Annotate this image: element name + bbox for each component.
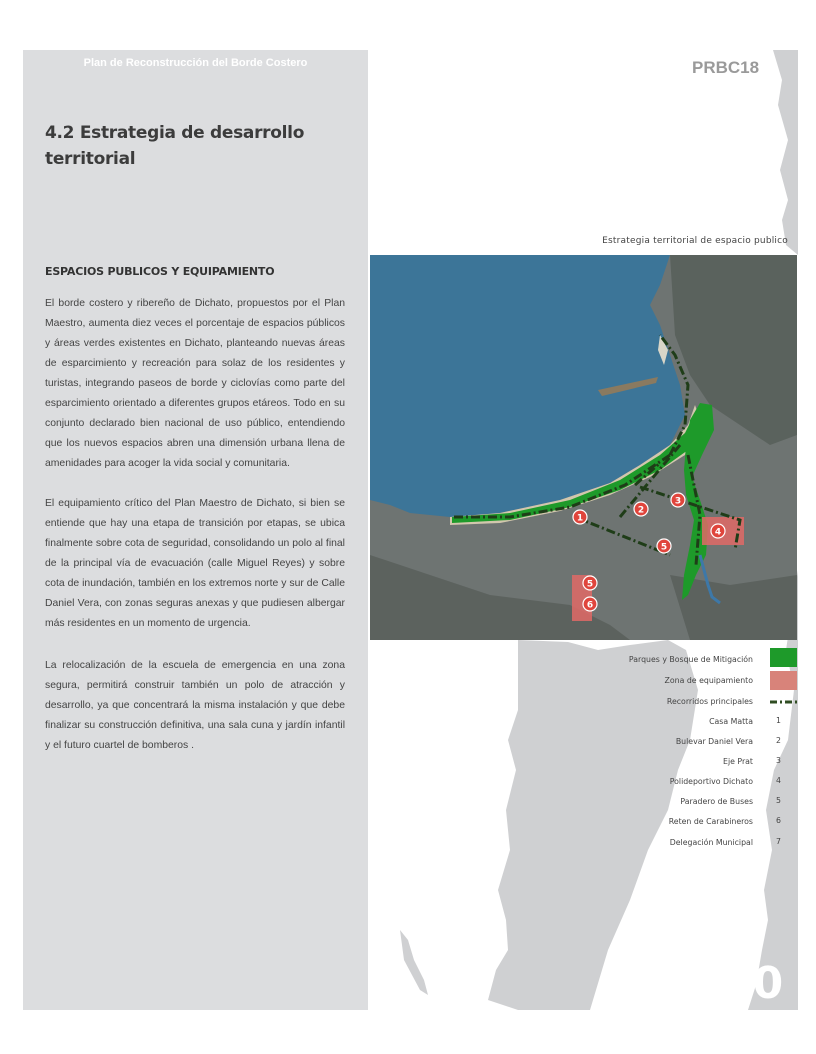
swatch-main-routes [770, 697, 798, 707]
document-header: Plan de Reconstrucción del Borde Costero [83, 57, 308, 69]
marker-2 [634, 502, 648, 516]
swatch-parks [770, 648, 797, 667]
page-number: 20 [722, 958, 784, 1009]
legend-num-7: 7 [776, 837, 781, 846]
marker-6 [583, 597, 597, 611]
section-title: 4.2 Estrategia de desarrollo territorial [45, 123, 305, 169]
marker-3 [671, 493, 685, 507]
territorial-strategy-map [370, 255, 797, 640]
svg-text:5: 5 [660, 542, 668, 553]
svg-text:3: 3 [674, 496, 682, 507]
paragraph-critical-equipment: El equipamiento crítico del Plan Maestro de Dichato, si bien se entiende que hay una etapa de transición por etapas, se ubica finalmente sobre cota de seguridad, consolidando un polo al final de la principal vía de evacuación (calle Miguel Reyes) y sobre cota de inundación, también en los extremos norte y sur de Calle Daniel Vera, con zonas seguras anexas y que pudiesen albergar más residentes en un momento de urgencia. [45, 498, 345, 629]
legend-num-4: 4 [776, 776, 781, 785]
svg-text:4: 4 [714, 527, 722, 538]
document-code: PRBC18 [692, 58, 760, 77]
legend-num-3: 3 [776, 756, 781, 765]
legend-item-5: Paradero de Buses [680, 797, 753, 806]
legend-num-5: 5 [776, 796, 781, 805]
legend-item-7: Delegación Municipal [669, 838, 753, 847]
map-caption: Estrategia territorial de espacio publico [602, 236, 788, 246]
subsection-title: ESPACIOS PUBLICOS Y EQUIPAMIENTO [45, 265, 275, 278]
legend-item-3: Eje Prat [723, 757, 753, 766]
legend-item-6: Reten de Carabineros [668, 817, 753, 826]
svg-text:5: 5 [586, 579, 594, 590]
legend-num-2: 2 [776, 736, 781, 745]
legend-item-2: Bulevar Daniel Vera [675, 737, 753, 746]
legend-parks: Parques y Bosque de Mitigación [628, 655, 753, 664]
legend-num-6: 6 [776, 816, 781, 825]
svg-text:2: 2 [637, 505, 645, 516]
legend-main-routes: Recorridos principales [666, 697, 753, 706]
legend-item-4: Polideportivo Dichato [669, 777, 753, 786]
marker-5-south [583, 576, 597, 590]
marker-5 [657, 539, 671, 553]
legend-equipment-zone: Zona de equipamiento [664, 676, 753, 685]
svg-text:6: 6 [586, 600, 594, 611]
legend-num-1: 1 [776, 716, 781, 725]
marker-1 [573, 510, 587, 524]
svg-text:1: 1 [576, 513, 584, 524]
paragraph-public-spaces: El borde costero y ribereño de Dichato, propuestos por el Plan Maestro, aumenta diez veces el porcentaje de espacios públicos y áreas verdes existentes en Dichato, planteando nuevas áreas de esparcimiento y recreación para solaz de los residentes y turistas, integrando paseos de borde y ciclovías como parte del esparcimiento orientado a diferentes grupos etáreos. Todo en su conjunto declarado bien nacional de uso público, entendiendo que los nuevos espacios abren una dimensión urbana llena de amenidades para acoger la vida social y comunitaria. [45, 298, 345, 469]
legend-item-1: Casa Matta [709, 717, 753, 726]
swatch-equipment-zone [770, 671, 797, 690]
paragraph-school-relocation: La relocalización de la escuela de emergencia en una zona segura, permitirá construir también un polo de atracción y desarrollo, ya que concentrará la misma instalación y que debe finalizar su construcción definitiva, una sala cuna y jardín infantil y el futuro cuartel de bomberos . [45, 660, 345, 751]
marker-4 [711, 524, 725, 538]
